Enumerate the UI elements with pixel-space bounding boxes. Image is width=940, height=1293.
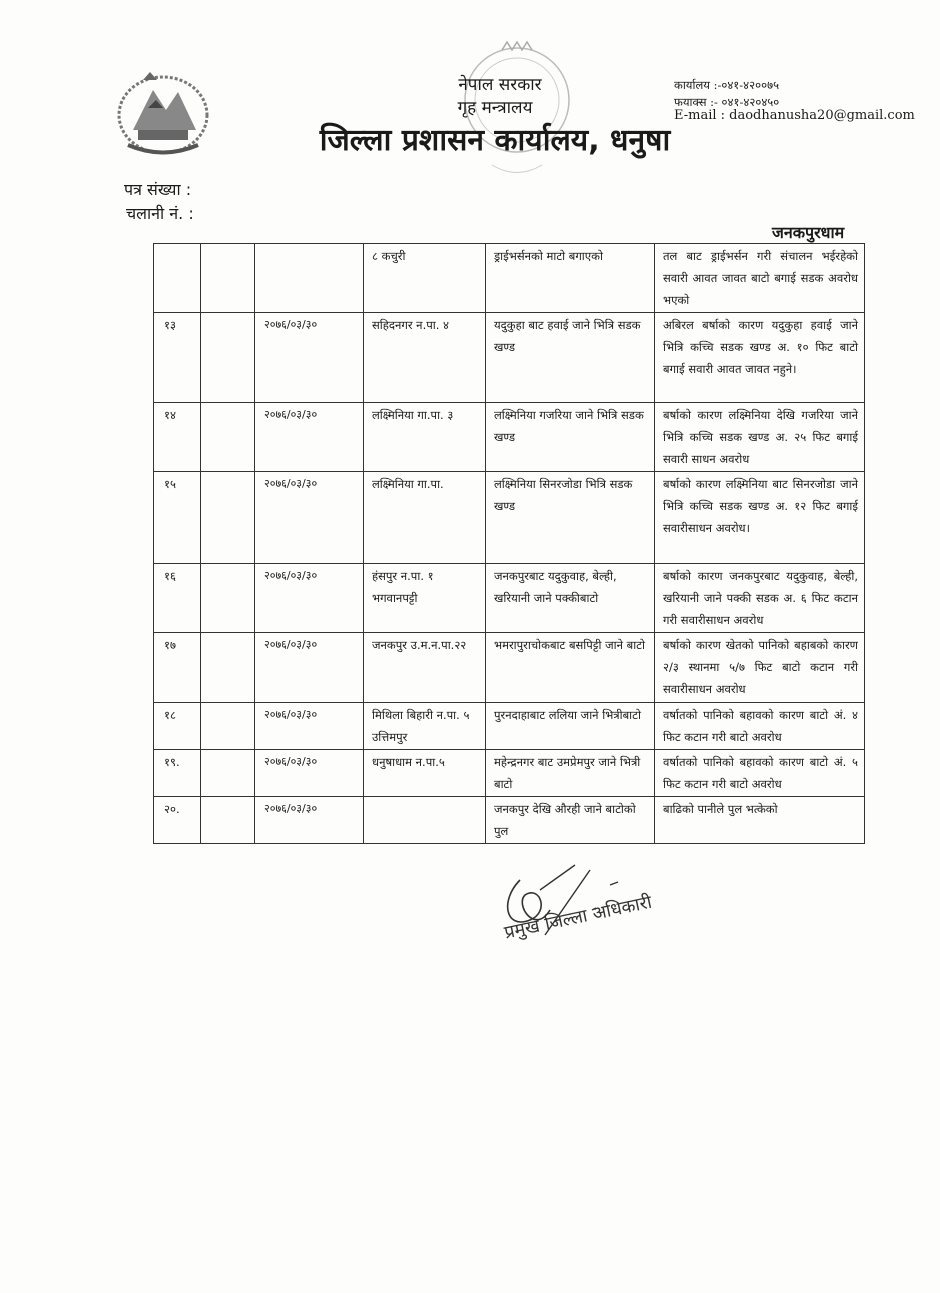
- description-cell: वर्षातको पानिको बहावको कारण बाटो अं. ४ फिट कटान गरी बाटो अवरोध: [655, 703, 865, 750]
- serial-number: १८: [154, 703, 201, 750]
- government-name: नेपाल सरकार: [458, 75, 542, 95]
- road-cell: जनकपुरबाट यदुकुवाह, बेल्ही, खरियानी जाने पक्कीबाटो: [486, 564, 655, 633]
- date-cell: २०७६/०३/३०: [255, 750, 364, 797]
- date-cell: २०७६/०३/३०: [255, 797, 364, 844]
- blank-cell: [201, 564, 255, 633]
- blank-cell: [201, 244, 255, 313]
- serial-number: १६: [154, 564, 201, 633]
- date-cell: २०७६/०३/३०: [255, 472, 364, 564]
- office-name: जिल्ला प्रशासन कार्यालय, धनुषा: [319, 123, 671, 158]
- date-cell: २०७६/०३/३०: [255, 313, 364, 403]
- place-name: जनकपुरधाम: [772, 223, 845, 242]
- serial-number: २०.: [154, 797, 201, 844]
- table-row: [154, 403, 865, 472]
- location-cell: हंसपुर न.पा. १ भगवानपट्टी: [364, 564, 486, 633]
- signatory-title: प्रमुख जिल्ला अधिकारी: [502, 891, 654, 944]
- dispatch-number-label: चलानी नं. :: [126, 204, 194, 223]
- table-row: [154, 750, 865, 797]
- description-cell: बर्षाको कारण जनकपुरबाट यदुकुवाह, बेल्ही, खरियानी जाने पक्की सडक अ. ६ फिट कटान गरी सवारीसाधन अवरोध: [655, 564, 865, 633]
- date-cell: [255, 244, 364, 313]
- blank-cell: [201, 633, 255, 703]
- serial-number: १५: [154, 472, 201, 564]
- serial-number: [154, 244, 201, 313]
- table-row: [154, 472, 865, 564]
- description-cell: अबिरल बर्षाको कारण यदुकुहा हवाई जाने भित्रि कच्चि सडक खण्ड अ. १० फिट बाटो बगाई सवारी आवत जावत नहुने।: [655, 313, 865, 403]
- table-row: [154, 633, 865, 703]
- blank-cell: [201, 403, 255, 472]
- location-cell: लक्ष्मिनिया गा.पा. ३: [364, 403, 486, 472]
- location-cell: धनुषाधाम न.पा.५: [364, 750, 486, 797]
- serial-number: १९.: [154, 750, 201, 797]
- description-cell: बर्षाको कारण खेतको पानिको बहाबको कारण २/३ स्थानमा ५/७ फिट बाटो कटान गरी सवारीसाधन अवरोध: [655, 633, 865, 703]
- location-cell: सहिदनगर न.पा. ४: [364, 313, 486, 403]
- blank-cell: [201, 472, 255, 564]
- table-row: [154, 244, 865, 313]
- location-cell: मिथिला बिहारी न.पा. ५ उत्तिमपुर: [364, 703, 486, 750]
- location-cell: ८ कचुरी: [364, 244, 486, 313]
- road-cell: यदुकुहा बाट हवाई जाने भित्रि सडक खण्ड: [486, 313, 655, 403]
- date-cell: २०७६/०३/३०: [255, 403, 364, 472]
- serial-number: १४: [154, 403, 201, 472]
- office-phone: कार्यालय :-०४१-४२००७५: [674, 78, 780, 92]
- description-cell: वर्षातको पानिको बहावको कारण बाटो अं. ५ फिट कटान गरी बाटो अवरोध: [655, 750, 865, 797]
- damage-report-table: [153, 243, 865, 844]
- description-cell: तल बाट ड्राईभर्सन गरी संचालन भईरहेको सवारी आवत जावत बाटो बगाई सडक अवरोध भएको: [655, 244, 865, 313]
- road-cell: लक्ष्मिनिया गजरिया जाने भित्रि सडक खण्ड: [486, 403, 655, 472]
- table-row: [154, 797, 865, 844]
- blank-cell: [201, 313, 255, 403]
- office-email: E-mail : daodhanusha20@gmail.com: [674, 108, 915, 123]
- letter-number-label: पत्र संख्या :: [124, 180, 192, 199]
- ministry-name: गृह मन्त्रालय: [457, 98, 533, 118]
- description-cell: बर्षाको कारण लक्ष्मिनिया देखि गजरिया जाने भित्रि कच्चि सडक खण्ड अ. २५ फिट बगाई सवारी साधन अवरोध: [655, 403, 865, 472]
- road-cell: ड्राईभर्सनको माटो बगाएको: [486, 244, 655, 313]
- road-cell: भमरापुराचोकबाट बसपिट्टी जाने बाटो: [486, 633, 655, 703]
- description-cell: बाढिको पानीले पुल भत्केको: [655, 797, 865, 844]
- location-cell: जनकपुर उ.म.न.पा.२२: [364, 633, 486, 703]
- blank-cell: [201, 797, 255, 844]
- table-row: [154, 313, 865, 403]
- location-cell: [364, 797, 486, 844]
- serial-number: १७: [154, 633, 201, 703]
- location-cell: लक्ष्मिनिया गा.पा.: [364, 472, 486, 564]
- blank-cell: [201, 750, 255, 797]
- date-cell: २०७६/०३/३०: [255, 703, 364, 750]
- road-cell: पुरनदाहाबाट ललिया जाने भित्रीबाटो: [486, 703, 655, 750]
- road-cell: जनकपुर देखि औरही जाने बाटोको पुल: [486, 797, 655, 844]
- blank-cell: [201, 703, 255, 750]
- serial-number: १३: [154, 313, 201, 403]
- date-cell: २०७६/०३/३०: [255, 633, 364, 703]
- description-cell: बर्षाको कारण लक्ष्मिनिया बाट सिनरजोडा जाने भित्रि कच्चि सडक खण्ड अ. १२ फिट बगाई सवारीसाधन अवरोध।: [655, 472, 865, 564]
- road-cell: लक्ष्मिनिया सिनरजोडा भित्रि सडक खण्ड: [486, 472, 655, 564]
- table-row: [154, 703, 865, 750]
- date-cell: २०७६/०३/३०: [255, 564, 364, 633]
- office-fax: फयाक्स :- ०४१-४२०४५०: [674, 95, 780, 109]
- table-row: [154, 564, 865, 633]
- road-cell: महेन्द्रनगर बाट उमप्रेमपुर जाने भित्री बाटो: [486, 750, 655, 797]
